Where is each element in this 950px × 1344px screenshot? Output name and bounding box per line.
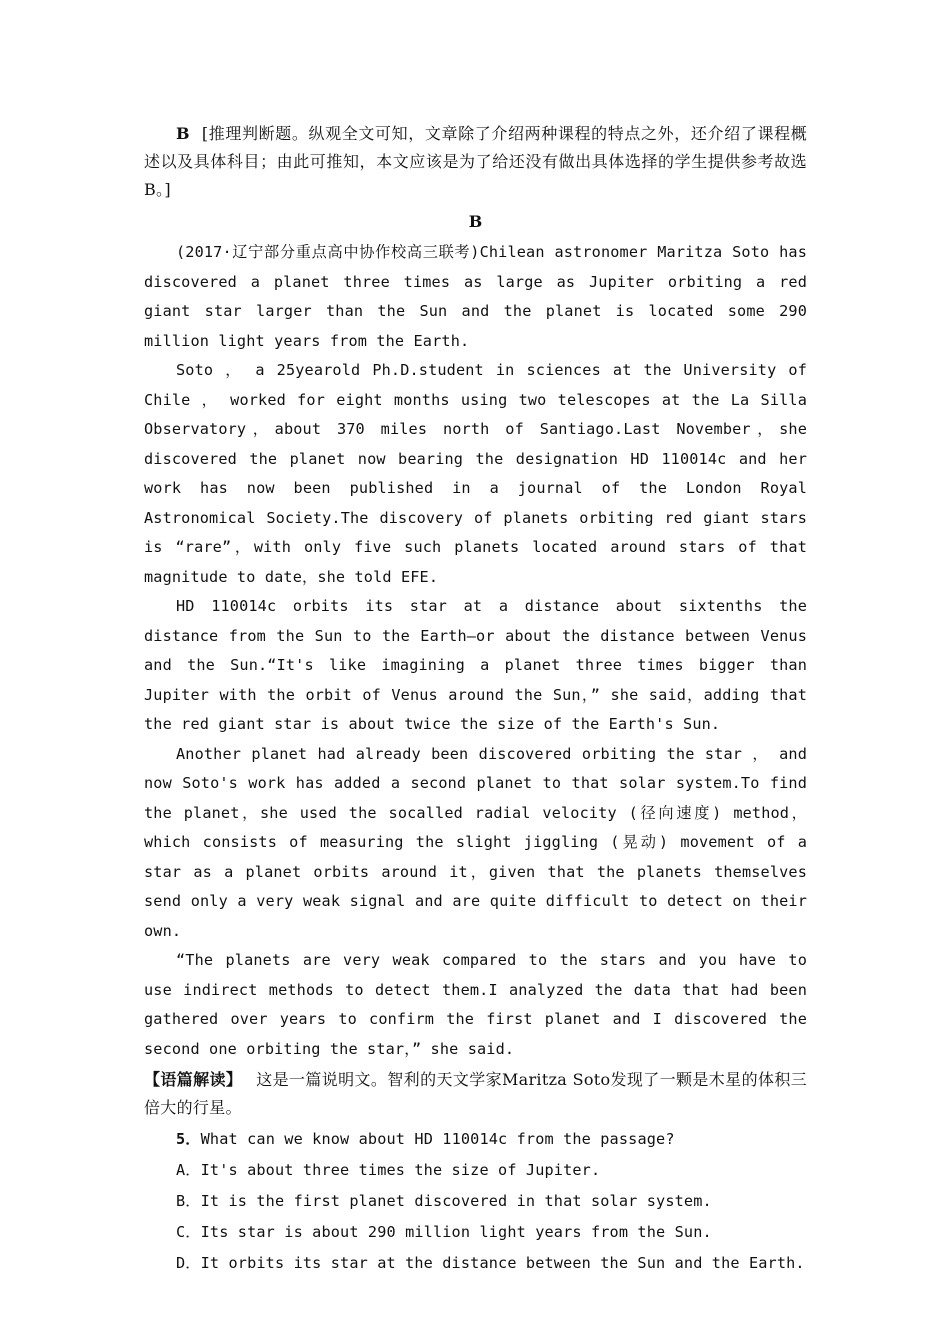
option-d: D．It orbits its star at the distance between the Sun and the Earth. (176, 1254, 805, 1272)
question-block (144, 1124, 807, 1279)
question-text: What can we know about HD 110014c from the passage? (200, 1130, 675, 1148)
passage-paragraph-1: (2017·辽宁部分重点高中协作校高三联考)Chilean astronomer Maritza Soto has discovered a planet three times as large as Jupiter orbiting a red giant star larger than the Sun and the planet is located some 290 million light years from the Earth. (144, 243, 807, 350)
passage-analysis (144, 1066, 807, 1122)
answer-explanation: [推理判断题。纵观全文可知，文章除了介绍两种课程的特点之外，还介绍了课程概述以及具体科目；由此可推知，本文应该是为了给还没有做出具体选择的学生提供参考故选B。] (144, 124, 807, 199)
option-c: C．Its star is about 290 million light years from the Sun. (176, 1223, 712, 1241)
passage-paragraph-3: HD 110014c orbits its star at a distance about sixtenths the distance from the Sun to the Earth—or about the distance between Venus and the Sun.“It's like imagining a planet three times bigger than Jupiter with the orbit of Venus around the Sun，” she said，adding that the red giant star is about twice the size of the Earth's Sun. (144, 597, 807, 733)
analysis-text: 这是一篇说明文。智利的天文学家Maritza Soto发现了一颗是木星的体积三倍大的行星。 (144, 1070, 807, 1117)
passage-paragraph-5: “The planets are very weak compared to the stars and you have to use indirect methods to detect them.I analyzed the data that had been gathered over years to confirm the first planet and I discovered the second one orbiting the star，” she said. (144, 951, 807, 1058)
analysis-tag: 【语篇解读】 (144, 1070, 243, 1089)
question-stem (144, 1124, 807, 1155)
answer-letter: B (176, 124, 190, 143)
question-number: 5． (176, 1130, 201, 1148)
passage-paragraph-4: Another planet had already been discovered orbiting the star ， and now Soto's work has added a second planet to that solar system.To find the planet，she used the socalled radial velocity (径向速度) method，which consists of measuring the slight jiggling (晃动) movement of a star as a planet orbits around it，given that the planets themselves send only a very weak signal and are quite difficult to detect on their own. (144, 744, 807, 940)
section-title: B (468, 212, 483, 231)
passage-paragraph-2: Soto ， a 25yearold Ph.D.student in sciences at the University of Chile ， worked for eight months using two telescopes at the La Silla Observatory，about 370 miles north of Santiago.Last November，she discovered the planet now bearing the designation HD 110014c and her work has now been published in a journal of the London Royal Astronomical Society.The discovery of planets orbiting red giant stars is “rare”，with only five such planets located around stars of that magnitude to date，she told EFE. (144, 361, 807, 586)
document-page (144, 120, 807, 1279)
option-b: B．It is the first planet discovered in that solar system. (176, 1192, 712, 1210)
option-a: A．It's about three times the size of Jupiter. (176, 1161, 601, 1179)
previous-answer (144, 120, 807, 204)
